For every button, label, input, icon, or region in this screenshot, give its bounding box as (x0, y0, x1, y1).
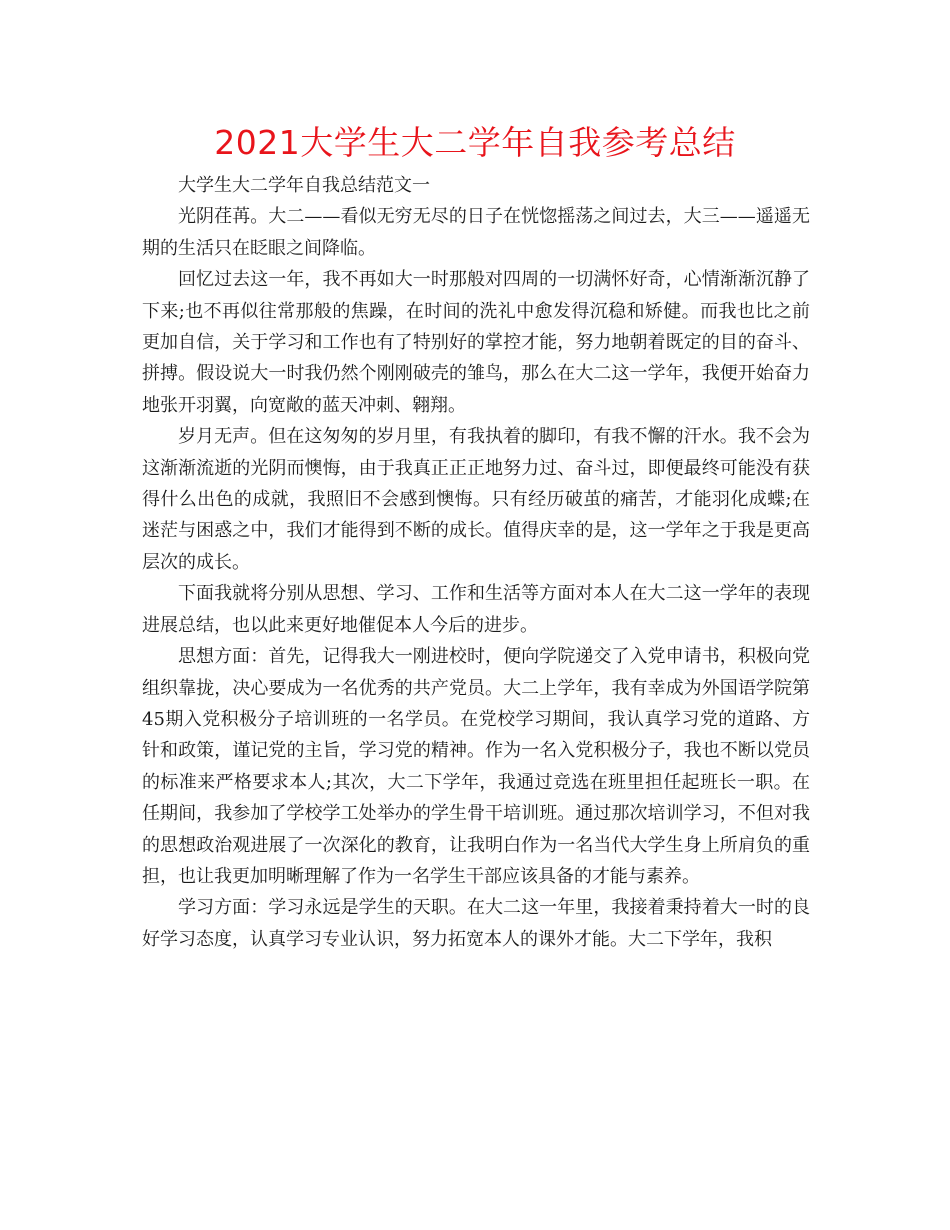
paragraph: 学习方面：学习永远是学生的天职。在大二这一年里，我接着秉持着大一时的良好学习态度，认真学习专业认识，努力拓宽本人的课外才能。大二下学年，我积 (142, 897, 810, 950)
document-body (142, 170, 810, 955)
paragraph: 下面我就将分别从思想、学习、工作和生活等方面对本人在大二这一学年的表现进展总结，也以此来更好地催促本人今后的进步。 (142, 583, 810, 636)
paragraph: 岁月无声。但在这匆匆的岁月里，有我执着的脚印，有我不懈的汗水。我不会为这渐渐流逝的光阴而懊悔，由于我真正正正地努力过、奋斗过，即便最终可能没有获得什么出色的成就，我照旧不会感到懊悔。只有经历破茧的痛苦，才能羽化成蝶;在迷茫与困惑之中，我们才能得到不断的成长。值得庆幸的是，这一学年之于我是更高层次的成长。 (142, 426, 810, 573)
paragraph: 光阴荏苒。大二——看似无穷无尽的日子在恍惚摇荡之间过去，大三——遥遥无期的生活只在眨眼之间降临。 (142, 206, 810, 259)
paragraph: 回忆过去这一年，我不再如大一时那般对四周的一切满怀好奇，心情渐渐沉静了下来;也不再似往常那般的焦躁，在时间的洗礼中愈发得沉稳和矫健。而我也比之前更加自信，关于学习和工作也有了特别好的掌控才能，努力地朝着既定的目的奋斗、拼搏。假设说大一时我仍然个刚刚破壳的雏鸟，那么在大二这一学年，我便开始奋力地张开羽翼，向宽敞的蓝天冲刺、翱翔。 (142, 269, 810, 416)
document-title: 2021大学生大二学年自我参考总结 (214, 123, 736, 162)
document-subtitle: 大学生大二学年自我总结范文一 (178, 175, 430, 196)
paragraph: 思想方面：首先，记得我大一刚进校时，便向学院递交了入党申请书，积极向党组织靠拢，决心要成为一名优秀的共产党员。大二上学年，我有幸成为外国语学院第45期入党积极分子培训班的一名学员。在党校学习期间，我认真学习党的道路、方针和政策，谨记党的主旨，学习党的精神。作为一名入党积极分子，我也不断以党员的标准来严格要求本人;其次，大二下学年，我通过竞选在班里担任起班长一职。在任期间，我参加了学校学工处举办的学生骨干培训班。通过那次培训学习，不但对我的思想政治观进展了一次深化的教育，让我明白作为一名当代大学生身上所肩负的重担，也让我更加明晰理解了作为一名学生干部应该具备的才能与素养。 (142, 646, 810, 887)
